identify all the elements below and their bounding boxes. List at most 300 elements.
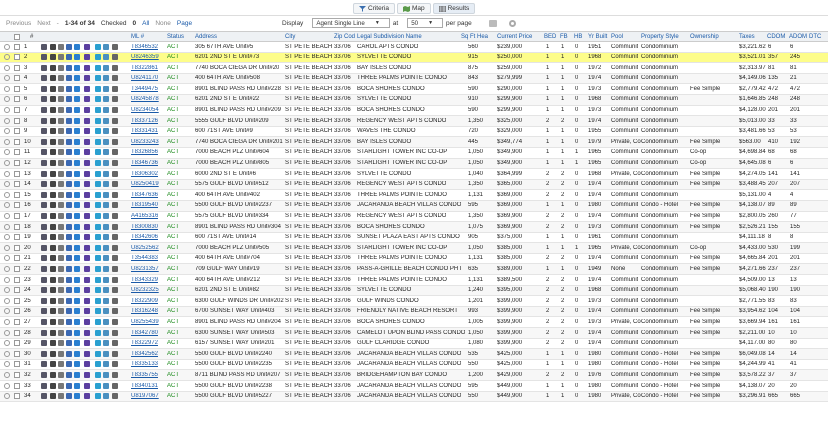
share-icon[interactable] [84, 86, 90, 92]
note-icon[interactable] [112, 118, 118, 124]
map-pin-icon[interactable] [74, 65, 80, 71]
note-icon[interactable] [112, 266, 118, 272]
printer-icon[interactable] [50, 330, 56, 336]
row-radio[interactable] [4, 171, 10, 177]
ml-number-link[interactable]: T3449475 [131, 85, 159, 92]
email-icon[interactable] [95, 181, 101, 187]
row-radio[interactable] [4, 372, 10, 378]
printer-icon[interactable] [50, 149, 56, 155]
printer-icon[interactable] [50, 75, 56, 81]
ml-number-link[interactable]: T8337126 [131, 117, 159, 124]
note-icon[interactable] [112, 340, 118, 346]
map-pin-icon[interactable] [74, 298, 80, 304]
ml-number-link[interactable]: T8322861 [131, 64, 159, 71]
document-icon[interactable] [58, 383, 64, 389]
table-row[interactable] [0, 53, 828, 64]
note-icon[interactable] [112, 361, 118, 367]
camera-icon[interactable] [41, 192, 47, 198]
document-icon[interactable] [58, 224, 64, 230]
row-radio[interactable] [4, 54, 10, 60]
map-pin-icon[interactable] [74, 255, 80, 261]
table-row[interactable] [0, 84, 828, 95]
row-checkbox[interactable] [14, 298, 20, 304]
calendar-icon[interactable] [103, 308, 109, 314]
note-icon[interactable] [112, 319, 118, 325]
globe-icon[interactable] [66, 393, 72, 399]
row-checkbox[interactable] [14, 202, 20, 208]
printer-icon[interactable] [50, 255, 56, 261]
ml-number-link[interactable]: U8250419 [131, 181, 159, 188]
row-radio[interactable] [4, 255, 10, 261]
col-dtc[interactable]: DTC [809, 34, 822, 40]
row-radio[interactable] [4, 192, 10, 198]
printer-icon[interactable] [50, 54, 56, 60]
gear-icon[interactable] [509, 20, 516, 27]
camera-icon[interactable] [41, 255, 47, 261]
globe-icon[interactable] [66, 44, 72, 50]
document-icon[interactable] [58, 44, 64, 50]
camera-icon[interactable] [41, 298, 47, 304]
camera-icon[interactable] [41, 361, 47, 367]
ml-number-link[interactable]: U8232325 [131, 287, 159, 294]
row-checkbox[interactable] [14, 340, 20, 346]
calendar-icon[interactable] [103, 107, 109, 113]
row-checkbox[interactable] [14, 330, 20, 336]
calendar-icon[interactable] [103, 319, 109, 325]
map-pin-icon[interactable] [74, 383, 80, 389]
note-icon[interactable] [112, 298, 118, 304]
email-icon[interactable] [95, 128, 101, 134]
share-icon[interactable] [84, 149, 90, 155]
document-icon[interactable] [58, 245, 64, 251]
document-icon[interactable] [58, 128, 64, 134]
row-checkbox[interactable] [14, 118, 20, 124]
globe-icon[interactable] [66, 128, 72, 134]
ml-number-link[interactable]: T8343329 [131, 276, 159, 283]
globe-icon[interactable] [66, 202, 72, 208]
ml-number-link[interactable]: T8346736 [131, 160, 159, 167]
map-pin-icon[interactable] [74, 107, 80, 113]
ml-number-link[interactable]: T8340131 [131, 382, 159, 389]
camera-icon[interactable] [41, 308, 47, 314]
share-icon[interactable] [84, 383, 90, 389]
note-icon[interactable] [112, 96, 118, 102]
row-radio[interactable] [4, 213, 10, 219]
share-icon[interactable] [84, 277, 90, 283]
camera-icon[interactable] [41, 107, 47, 113]
globe-icon[interactable] [66, 298, 72, 304]
map-pin-icon[interactable] [74, 213, 80, 219]
calendar-icon[interactable] [103, 330, 109, 336]
document-icon[interactable] [58, 181, 64, 187]
note-icon[interactable] [112, 160, 118, 166]
email-icon[interactable] [95, 298, 101, 304]
row-radio[interactable] [4, 266, 10, 272]
row-radio[interactable] [4, 107, 10, 113]
table-row[interactable] [0, 381, 828, 392]
printer-icon[interactable] [50, 118, 56, 124]
globe-icon[interactable] [66, 96, 72, 102]
calendar-icon[interactable] [103, 383, 109, 389]
printer-icon[interactable] [50, 86, 56, 92]
row-radio[interactable] [4, 383, 10, 389]
printer-icon[interactable] [50, 139, 56, 145]
map-pin-icon[interactable] [74, 149, 80, 155]
email-icon[interactable] [95, 139, 101, 145]
ml-number-link[interactable]: U8234054 [131, 107, 159, 114]
ml-number-link[interactable]: T3544383 [131, 255, 159, 262]
camera-icon[interactable] [41, 287, 47, 293]
globe-icon[interactable] [66, 383, 72, 389]
map-pin-icon[interactable] [74, 171, 80, 177]
printer-icon[interactable] [50, 383, 56, 389]
ml-number-link[interactable]: T8326856 [131, 149, 159, 156]
document-icon[interactable] [58, 255, 64, 261]
row-checkbox[interactable] [14, 96, 20, 102]
tab-results[interactable] [433, 3, 476, 14]
row-checkbox[interactable] [14, 361, 20, 367]
row-radio[interactable] [4, 277, 10, 283]
camera-icon[interactable] [41, 75, 47, 81]
row-checkbox[interactable] [14, 308, 20, 314]
share-icon[interactable] [84, 393, 90, 399]
row-checkbox[interactable] [14, 192, 20, 198]
camera-icon[interactable] [41, 393, 47, 399]
email-icon[interactable] [95, 372, 101, 378]
select-page-link[interactable]: Page [176, 20, 193, 27]
ml-number-link[interactable]: T8306302 [131, 170, 159, 177]
share-icon[interactable] [84, 372, 90, 378]
table-row[interactable] [0, 169, 828, 180]
col-hb[interactable]: HB [574, 34, 583, 40]
note-icon[interactable] [112, 44, 118, 50]
calendar-icon[interactable] [103, 245, 109, 251]
document-icon[interactable] [58, 234, 64, 240]
ml-number-link[interactable]: T8346532 [131, 43, 159, 50]
ml-number-link[interactable]: U8231357 [131, 265, 159, 272]
globe-icon[interactable] [66, 277, 72, 283]
table-row[interactable] [0, 233, 828, 244]
row-radio[interactable] [4, 128, 10, 134]
camera-icon[interactable] [41, 181, 47, 187]
calendar-icon[interactable] [103, 192, 109, 198]
share-icon[interactable] [84, 287, 90, 293]
camera-icon[interactable] [41, 149, 47, 155]
calendar-icon[interactable] [103, 372, 109, 378]
row-radio[interactable] [4, 351, 10, 357]
row-radio[interactable] [4, 340, 10, 346]
ml-number-link[interactable]: U8255439 [131, 318, 159, 325]
globe-icon[interactable] [66, 340, 72, 346]
per-page-select[interactable] [407, 18, 443, 28]
share-icon[interactable] [84, 224, 90, 230]
printer-icon[interactable] [50, 128, 56, 134]
email-icon[interactable] [95, 319, 101, 325]
row-checkbox[interactable] [14, 65, 20, 71]
map-pin-icon[interactable] [74, 86, 80, 92]
row-checkbox[interactable] [14, 351, 20, 357]
map-pin-icon[interactable] [74, 308, 80, 314]
email-icon[interactable] [95, 65, 101, 71]
camera-icon[interactable] [41, 351, 47, 357]
row-checkbox[interactable] [14, 277, 20, 283]
ml-number-link[interactable]: U8252562 [131, 244, 159, 251]
share-icon[interactable] [84, 234, 90, 240]
printer-icon[interactable] [50, 308, 56, 314]
table-row[interactable] [0, 339, 828, 350]
map-pin-icon[interactable] [74, 128, 80, 134]
table-row[interactable] [0, 159, 828, 170]
document-icon[interactable] [58, 340, 64, 346]
col-adom[interactable]: ADOM [789, 34, 807, 40]
email-icon[interactable] [95, 118, 101, 124]
ml-number-link[interactable]: T8322909 [131, 297, 159, 304]
ml-number-link[interactable]: U8197067 [131, 393, 159, 400]
document-icon[interactable] [58, 54, 64, 60]
map-pin-icon[interactable] [74, 44, 80, 50]
print-icon[interactable] [489, 20, 497, 27]
col-address[interactable]: Address [195, 34, 218, 40]
map-pin-icon[interactable] [74, 361, 80, 367]
printer-icon[interactable] [50, 340, 56, 346]
row-checkbox[interactable] [14, 234, 20, 240]
printer-icon[interactable] [50, 277, 56, 283]
map-pin-icon[interactable] [74, 54, 80, 60]
row-radio[interactable] [4, 319, 10, 325]
row-radio[interactable] [4, 393, 10, 399]
camera-icon[interactable] [41, 160, 47, 166]
printer-icon[interactable] [50, 202, 56, 208]
note-icon[interactable] [112, 330, 118, 336]
email-icon[interactable] [95, 75, 101, 81]
note-icon[interactable] [112, 277, 118, 283]
document-icon[interactable] [58, 287, 64, 293]
row-checkbox[interactable] [14, 213, 20, 219]
note-icon[interactable] [112, 107, 118, 113]
note-icon[interactable] [112, 308, 118, 314]
calendar-icon[interactable] [103, 65, 109, 71]
row-radio[interactable] [4, 224, 10, 230]
table-row[interactable] [0, 275, 828, 286]
note-icon[interactable] [112, 139, 118, 145]
note-icon[interactable] [112, 75, 118, 81]
share-icon[interactable] [84, 298, 90, 304]
calendar-icon[interactable] [103, 202, 109, 208]
globe-icon[interactable] [66, 287, 72, 293]
row-checkbox[interactable] [14, 54, 20, 60]
col-bed[interactable]: BED [544, 34, 557, 40]
map-pin-icon[interactable] [74, 319, 80, 325]
table-row[interactable] [0, 349, 828, 360]
email-icon[interactable] [95, 383, 101, 389]
email-icon[interactable] [95, 245, 101, 251]
globe-icon[interactable] [66, 139, 72, 145]
map-pin-icon[interactable] [74, 160, 80, 166]
table-row[interactable] [0, 201, 828, 212]
document-icon[interactable] [58, 65, 64, 71]
share-icon[interactable] [84, 213, 90, 219]
note-icon[interactable] [112, 181, 118, 187]
share-icon[interactable] [84, 330, 90, 336]
ml-number-link[interactable]: A4165316 [131, 213, 159, 219]
ml-number-link[interactable]: T8335755 [131, 371, 159, 378]
table-row[interactable] [0, 148, 828, 159]
row-checkbox[interactable] [14, 44, 20, 50]
email-icon[interactable] [95, 266, 101, 272]
globe-icon[interactable] [66, 192, 72, 198]
camera-icon[interactable] [41, 245, 47, 251]
camera-icon[interactable] [41, 65, 47, 71]
share-icon[interactable] [84, 96, 90, 102]
row-radio[interactable] [4, 361, 10, 367]
map-pin-icon[interactable] [74, 351, 80, 357]
email-icon[interactable] [95, 54, 101, 60]
calendar-icon[interactable] [103, 340, 109, 346]
printer-icon[interactable] [50, 96, 56, 102]
row-checkbox[interactable] [14, 139, 20, 145]
document-icon[interactable] [58, 86, 64, 92]
previous-link[interactable]: Previous [6, 20, 32, 27]
camera-icon[interactable] [41, 139, 47, 145]
document-icon[interactable] [58, 393, 64, 399]
table-row[interactable] [0, 307, 828, 318]
map-pin-icon[interactable] [74, 245, 80, 251]
row-radio[interactable] [4, 298, 10, 304]
row-radio[interactable] [4, 245, 10, 251]
note-icon[interactable] [112, 213, 118, 219]
camera-icon[interactable] [41, 86, 47, 92]
note-icon[interactable] [112, 287, 118, 293]
col-zip[interactable]: Zip Cod [334, 34, 356, 40]
row-radio[interactable] [4, 86, 10, 92]
document-icon[interactable] [58, 107, 64, 113]
share-icon[interactable] [84, 202, 90, 208]
document-icon[interactable] [58, 192, 64, 198]
camera-icon[interactable] [41, 266, 47, 272]
globe-icon[interactable] [66, 171, 72, 177]
note-icon[interactable] [112, 393, 118, 399]
note-icon[interactable] [112, 351, 118, 357]
share-icon[interactable] [84, 181, 90, 187]
printer-icon[interactable] [50, 298, 56, 304]
row-radio[interactable] [4, 234, 10, 240]
map-pin-icon[interactable] [74, 118, 80, 124]
camera-icon[interactable] [41, 128, 47, 134]
row-checkbox[interactable] [14, 86, 20, 92]
map-pin-icon[interactable] [74, 372, 80, 378]
calendar-icon[interactable] [103, 393, 109, 399]
globe-icon[interactable] [66, 308, 72, 314]
note-icon[interactable] [112, 372, 118, 378]
camera-icon[interactable] [41, 340, 47, 346]
calendar-icon[interactable] [103, 54, 109, 60]
tab-map[interactable] [397, 3, 431, 14]
printer-icon[interactable] [50, 192, 56, 198]
printer-icon[interactable] [50, 372, 56, 378]
table-row[interactable] [0, 180, 828, 191]
calendar-icon[interactable] [103, 96, 109, 102]
share-icon[interactable] [84, 361, 90, 367]
document-icon[interactable] [58, 298, 64, 304]
map-pin-icon[interactable] [74, 139, 80, 145]
globe-icon[interactable] [66, 224, 72, 230]
calendar-icon[interactable] [103, 149, 109, 155]
email-icon[interactable] [95, 44, 101, 50]
map-pin-icon[interactable] [74, 393, 80, 399]
table-row[interactable] [0, 127, 828, 138]
document-icon[interactable] [58, 308, 64, 314]
email-icon[interactable] [95, 351, 101, 357]
email-icon[interactable] [95, 202, 101, 208]
calendar-icon[interactable] [103, 351, 109, 357]
note-icon[interactable] [112, 128, 118, 134]
document-icon[interactable] [58, 319, 64, 325]
camera-icon[interactable] [41, 372, 47, 378]
row-radio[interactable] [4, 181, 10, 187]
table-row[interactable] [0, 254, 828, 265]
globe-icon[interactable] [66, 75, 72, 81]
globe-icon[interactable] [66, 213, 72, 219]
row-radio[interactable] [4, 308, 10, 314]
ml-number-link[interactable]: U8246359 [131, 54, 159, 61]
globe-icon[interactable] [66, 245, 72, 251]
share-icon[interactable] [84, 319, 90, 325]
email-icon[interactable] [95, 234, 101, 240]
share-icon[interactable] [84, 139, 90, 145]
printer-icon[interactable] [50, 393, 56, 399]
map-pin-icon[interactable] [74, 287, 80, 293]
map-pin-icon[interactable] [74, 224, 80, 230]
select-none-link[interactable]: None [155, 20, 171, 27]
printer-icon[interactable] [50, 287, 56, 293]
share-icon[interactable] [84, 75, 90, 81]
document-icon[interactable] [58, 75, 64, 81]
printer-icon[interactable] [50, 65, 56, 71]
map-pin-icon[interactable] [74, 234, 80, 240]
printer-icon[interactable] [50, 245, 56, 251]
row-checkbox[interactable] [14, 266, 20, 272]
globe-icon[interactable] [66, 330, 72, 336]
map-pin-icon[interactable] [74, 330, 80, 336]
row-radio[interactable] [4, 65, 10, 71]
calendar-icon[interactable] [103, 277, 109, 283]
note-icon[interactable] [112, 224, 118, 230]
map-pin-icon[interactable] [74, 266, 80, 272]
calendar-icon[interactable] [103, 44, 109, 50]
globe-icon[interactable] [66, 351, 72, 357]
map-pin-icon[interactable] [74, 202, 80, 208]
share-icon[interactable] [84, 160, 90, 166]
calendar-icon[interactable] [103, 160, 109, 166]
calendar-icon[interactable] [103, 266, 109, 272]
camera-icon[interactable] [41, 234, 47, 240]
row-checkbox[interactable] [14, 287, 20, 293]
share-icon[interactable] [84, 340, 90, 346]
table-row[interactable] [0, 317, 828, 328]
email-icon[interactable] [95, 393, 101, 399]
calendar-icon[interactable] [103, 234, 109, 240]
document-icon[interactable] [58, 372, 64, 378]
document-icon[interactable] [58, 96, 64, 102]
calendar-icon[interactable] [103, 171, 109, 177]
globe-icon[interactable] [66, 361, 72, 367]
row-checkbox[interactable] [14, 372, 20, 378]
ml-number-link[interactable]: T8342606 [131, 234, 159, 241]
col-num[interactable]: # [30, 34, 34, 40]
col-status[interactable]: Status [167, 34, 185, 40]
select-all-checkbox[interactable] [14, 34, 20, 40]
table-row[interactable] [0, 74, 828, 85]
